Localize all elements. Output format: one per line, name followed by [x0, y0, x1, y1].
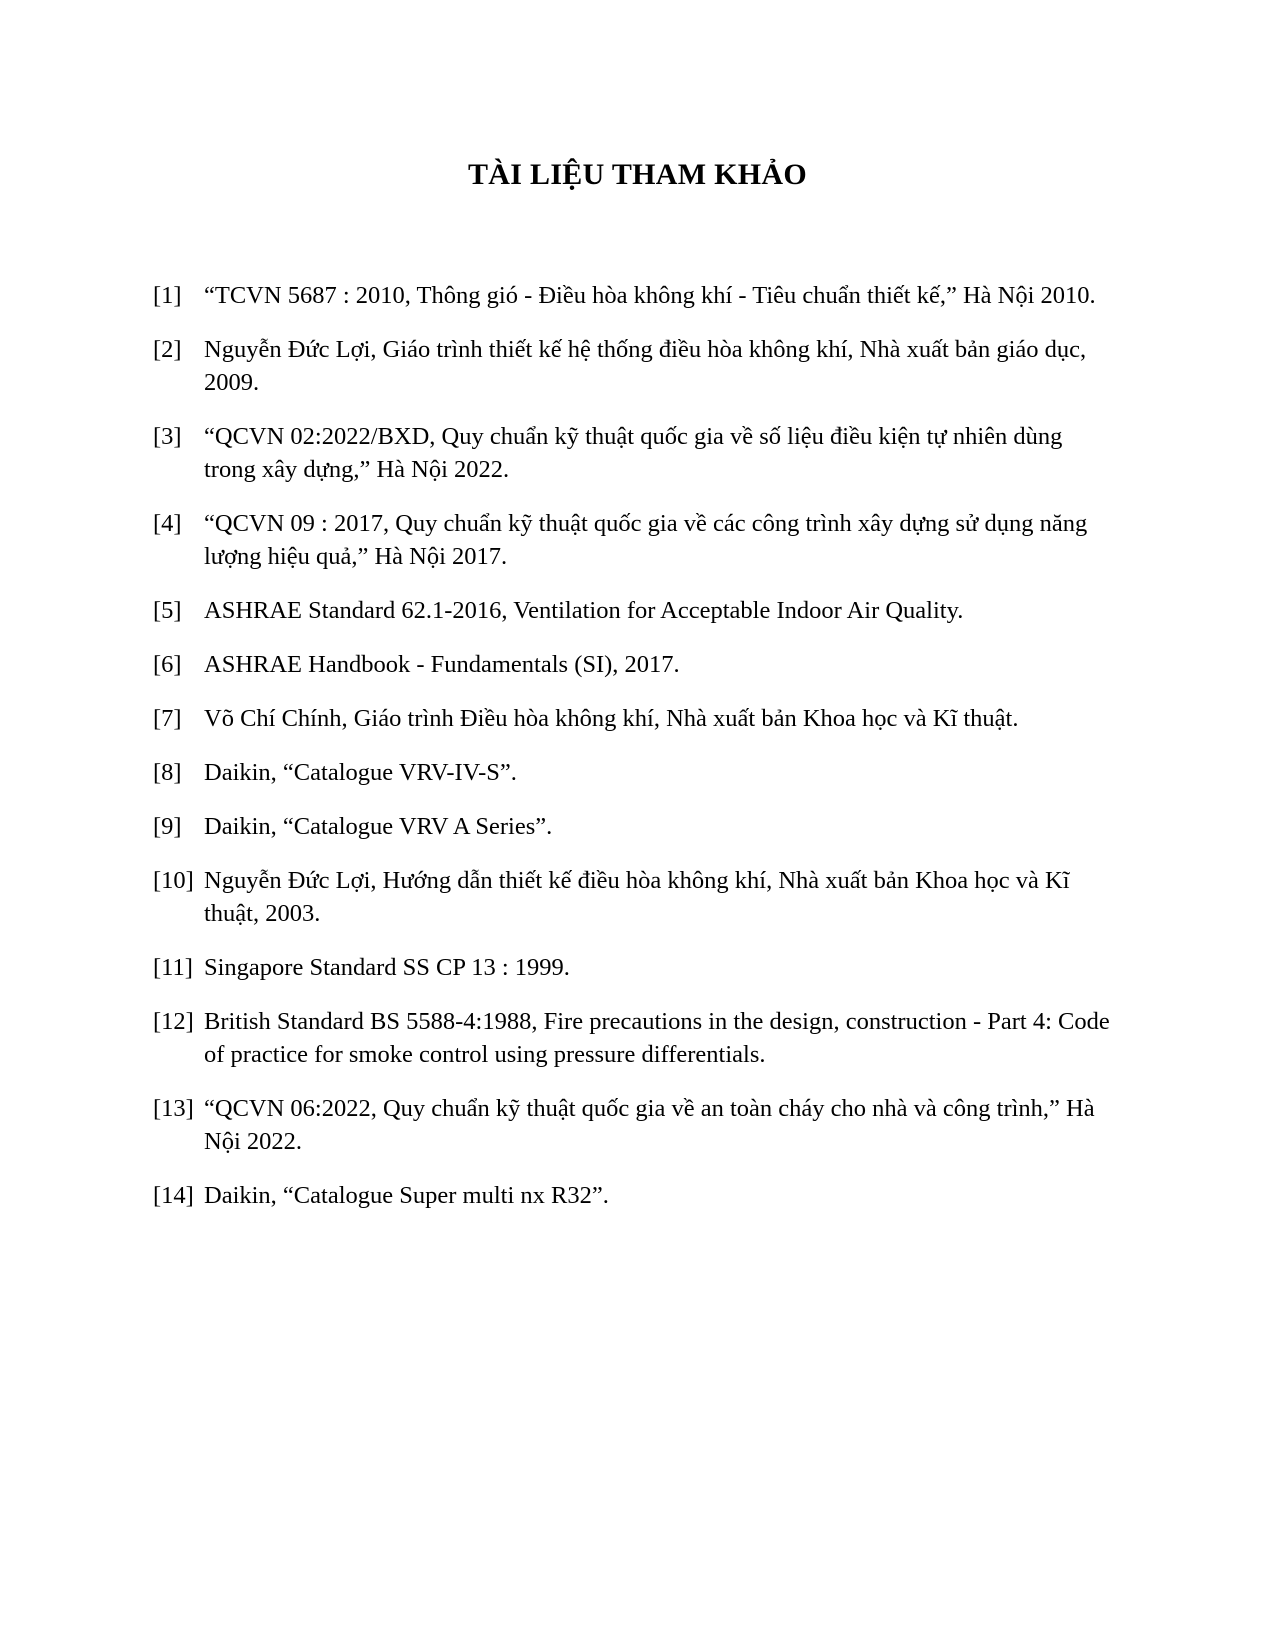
- reference-list: [153, 279, 1113, 1233]
- reference-text: “QCVN 02:2022/BXD, Quy chuẩn kỹ thuật quốc gia về số liệu điều kiện tự nhiên dùng trong xây dựng,” Hà Nội 2022.: [204, 423, 1063, 483]
- reference-item: [153, 333, 1113, 399]
- reference-text: Daikin, “Catalogue VRV-IV-S”.: [204, 759, 517, 786]
- reference-item: [153, 864, 1113, 930]
- reference-text: Nguyễn Đức Lợi, Hướng dẫn thiết kế điều hòa không khí, Nhà xuất bản Khoa học và Kĩ thuật, 2003.: [204, 867, 1070, 927]
- reference-number: [8]: [153, 759, 182, 786]
- page-title: TÀI LIỆU THAM KHẢO: [467, 158, 808, 191]
- reference-text: British Standard BS 5588-4:1988, Fire precautions in the design, construction - Part 4: Code of practice for smoke control using pressure differentials.: [204, 1008, 1110, 1068]
- reference-item: [153, 1092, 1113, 1158]
- reference-item: [153, 1179, 1113, 1212]
- reference-number: [3]: [153, 423, 182, 450]
- reference-number: [12]: [153, 1008, 194, 1035]
- reference-text: Võ Chí Chính, Giáo trình Điều hòa không khí, Nhà xuất bản Khoa học và Kĩ thuật.: [204, 705, 1019, 732]
- reference-number: [13]: [153, 1095, 194, 1122]
- reference-number: [1]: [153, 282, 182, 309]
- reference-item: [153, 420, 1113, 486]
- reference-number: [5]: [153, 597, 182, 624]
- reference-item: [153, 810, 1113, 843]
- reference-item: [153, 951, 1113, 984]
- reference-number: [2]: [153, 336, 182, 363]
- reference-number: [14]: [153, 1182, 194, 1209]
- reference-number: [11]: [153, 954, 193, 981]
- reference-text: Daikin, “Catalogue VRV A Series”.: [204, 813, 553, 840]
- reference-item: [153, 594, 1113, 627]
- reference-number: [7]: [153, 705, 182, 732]
- reference-text: ASHRAE Handbook - Fundamentals (SI), 2017.: [204, 651, 680, 678]
- reference-text: ASHRAE Standard 62.1-2016, Ventilation for Acceptable Indoor Air Quality.: [204, 597, 964, 624]
- reference-item: [153, 648, 1113, 681]
- reference-number: [9]: [153, 813, 182, 840]
- reference-text: Singapore Standard SS CP 13 : 1999.: [204, 954, 570, 981]
- reference-item: [153, 1005, 1113, 1071]
- reference-text: “TCVN 5687 : 2010, Thông gió - Điều hòa không khí - Tiêu chuẩn thiết kế,” Hà Nội 2010.: [204, 282, 1096, 309]
- reference-number: [10]: [153, 867, 194, 894]
- reference-item: [153, 756, 1113, 789]
- reference-text: “QCVN 09 : 2017, Quy chuẩn kỹ thuật quốc gia về các công trình xây dựng sử dụng năng lượng hiệu quả,” Hà Nội 2017.: [204, 510, 1088, 570]
- reference-number: [6]: [153, 651, 182, 678]
- reference-item: [153, 507, 1113, 573]
- reference-item: [153, 279, 1113, 312]
- reference-number: [4]: [153, 510, 182, 537]
- reference-text: Daikin, “Catalogue Super multi nx R32”.: [204, 1182, 609, 1209]
- reference-text: “QCVN 06:2022, Quy chuẩn kỹ thuật quốc gia về an toàn cháy cho nhà và công trình,” Hà Nội 2022.: [204, 1095, 1095, 1155]
- reference-text: Nguyễn Đức Lợi, Giáo trình thiết kế hệ thống điều hòa không khí, Nhà xuất bản giáo dục, 2009.: [204, 336, 1087, 396]
- reference-item: [153, 702, 1113, 735]
